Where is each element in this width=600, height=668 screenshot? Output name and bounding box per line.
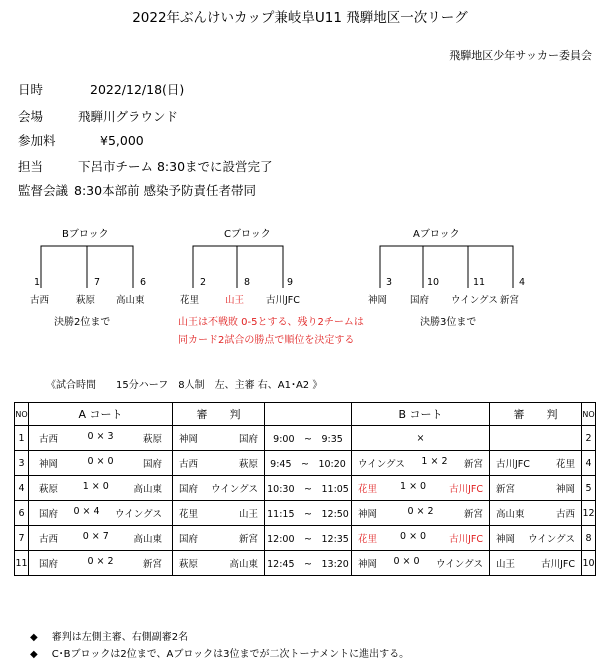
fee-value: ¥5,000 (100, 133, 144, 148)
block-a-seed-3: 11 (473, 277, 486, 288)
b-referee-sub: 神岡 (555, 484, 575, 495)
header-a-court: A コート (29, 403, 173, 426)
block-a-seed-4: 4 (519, 277, 526, 288)
bracket-a (380, 246, 513, 288)
a-referee-sub: 高山東 (229, 559, 258, 570)
match-no-right: 2 (582, 426, 596, 451)
b-score: × (416, 432, 425, 444)
venue-value: 飛騨川グラウンド (78, 109, 179, 124)
a-court-match (29, 501, 173, 526)
a-court-match (29, 451, 173, 476)
a-team-2: 高山東 (133, 484, 162, 495)
b-team-1: 神岡 (358, 559, 378, 570)
match-no-left: 1 (15, 426, 29, 451)
match-no-right: 12 (582, 501, 596, 526)
diamond-bullet-icon: ◆ (30, 649, 38, 660)
block-b-team-2: 萩原 (76, 295, 96, 306)
block-c-team-1: 花里 (180, 295, 200, 306)
a-team-1: 萩原 (39, 484, 59, 495)
b-court-match (352, 526, 490, 551)
a-score: 0 × 3 (87, 431, 114, 442)
a-referees (173, 451, 265, 476)
header-referee-2: 審 判 (490, 403, 582, 426)
page-title: 2022年ぶんけいカップ兼岐阜U11 飛騨地区一次リーグ (132, 10, 468, 26)
b-referees (490, 476, 582, 501)
a-score: 0 × 4 (73, 506, 100, 517)
block-b-seed-1: 1 (34, 277, 41, 288)
block-b-team-1: 古西 (30, 295, 50, 306)
match-no-left: 11 (15, 551, 29, 576)
block-a-team-1: 神岡 (368, 295, 388, 306)
a-court-match (29, 551, 173, 576)
table-row (15, 501, 596, 526)
b-team-1: 花里 (358, 484, 378, 495)
b-court-match (352, 426, 490, 451)
block-b-note: 決勝2位まで (54, 317, 111, 328)
a-team-2: 高山東 (133, 534, 162, 545)
a-referee-main: 国府 (179, 534, 199, 545)
block-b-seed-3: 6 (140, 277, 147, 288)
match-time: 11:15 ~ 12:50 (265, 501, 352, 526)
a-team-1: 古西 (39, 534, 59, 545)
b-referee-sub: ウイングス (528, 534, 575, 545)
a-referee-sub: ウイングス (211, 484, 258, 495)
a-referees (173, 551, 265, 576)
match-no-right: 4 (582, 451, 596, 476)
a-score: 0 × 2 (87, 556, 114, 567)
a-score: 0 × 7 (82, 531, 109, 542)
date-value: 2022/12/18(日) (90, 82, 185, 97)
a-referee-sub: 萩原 (238, 459, 258, 470)
header-time (265, 403, 352, 426)
a-referees (173, 426, 265, 451)
block-b-seed-2: 7 (94, 277, 101, 288)
block-a-name: Aブロック (413, 229, 460, 240)
b-court-match (352, 501, 490, 526)
match-no-right: 10 (582, 551, 596, 576)
a-referees (173, 526, 265, 551)
block-c-name: Cブロック (224, 229, 271, 240)
b-referee-sub: 古川JFC (541, 559, 575, 570)
header-b-court: B コート (352, 403, 490, 426)
a-referee-sub: 新宮 (238, 534, 258, 545)
block-a-team-2: 国府 (410, 295, 430, 306)
b-referee-main: 新宮 (496, 484, 516, 495)
table-row (15, 451, 596, 476)
b-referees (490, 551, 582, 576)
a-team-1: 国府 (39, 559, 59, 570)
charge-label: 担当 (18, 159, 44, 174)
b-referee-main: 高山東 (496, 509, 525, 520)
b-team-2: 新宮 (463, 509, 483, 520)
a-score: 0 × 0 (87, 456, 114, 467)
a-team-1: 国府 (39, 509, 59, 520)
fee-label: 参加料 (18, 133, 56, 148)
b-score: 0 × 2 (407, 506, 434, 517)
b-referees (490, 501, 582, 526)
table-row (15, 551, 596, 576)
match-time: 12:00 ~ 12:35 (265, 526, 352, 551)
block-c-note-2: 同カード2試合の勝点で順位を決定する (178, 335, 355, 346)
header-no-left: NO (15, 403, 29, 426)
a-team-2: ウイングス (115, 509, 162, 520)
meeting-value: 8:30本部前 感染予防責任者帯同 (74, 183, 257, 198)
a-team-2: 国府 (142, 459, 162, 470)
header-no-right: NO (582, 403, 596, 426)
footnote-2 (30, 645, 409, 660)
block-a-team-4: 新宮 (500, 295, 520, 306)
a-team-2: 萩原 (142, 434, 162, 445)
block-b-team-3: 高山東 (116, 295, 145, 306)
b-referees (490, 526, 582, 551)
block-c-seed-1: 2 (200, 277, 207, 288)
block-a-note: 決勝3位まで (420, 317, 477, 328)
a-referee-main: 古西 (179, 459, 199, 470)
a-team-2: 新宮 (142, 559, 162, 570)
schedule-table (14, 402, 596, 576)
a-referee-main: 花里 (179, 509, 199, 520)
b-team-2: 新宮 (463, 459, 483, 470)
a-referee-sub: 国府 (238, 434, 258, 445)
b-referee-main: 古川JFC (496, 459, 530, 470)
match-no-left: 4 (15, 476, 29, 501)
meeting-label: 監督会議 (18, 183, 69, 198)
b-team-2: 古川JFC (449, 484, 483, 495)
b-referee-sub: 古西 (555, 509, 575, 520)
date-label: 日時 (18, 82, 44, 97)
a-court-match (29, 476, 173, 501)
a-referee-main: 国府 (179, 484, 199, 495)
block-b-name: Bブロック (62, 229, 109, 240)
b-team-1: 神岡 (358, 509, 378, 520)
b-score: 0 × 0 (400, 531, 427, 542)
block-c-team-3: 古川JFC (266, 295, 300, 306)
a-score: 1 × 0 (82, 481, 109, 492)
block-a-seed-1: 3 (386, 277, 393, 288)
b-referee-main: 山王 (496, 559, 516, 570)
b-referees (490, 426, 582, 451)
charge-value: 下呂市チーム 8:30までに設営完了 (78, 159, 273, 174)
a-court-match (29, 426, 173, 451)
block-c-team-2: 山王 (225, 295, 245, 306)
b-team-1: ウイングス (358, 459, 405, 470)
a-referee-main: 神岡 (179, 434, 199, 445)
footnote-1 (30, 628, 188, 643)
b-court-match (352, 476, 490, 501)
match-no-left: 3 (15, 451, 29, 476)
b-court-match (352, 551, 490, 576)
block-a-team-3: ウイングス (451, 295, 498, 306)
match-time: 9:45 ~ 10:20 (265, 451, 352, 476)
block-a-seed-2: 10 (427, 277, 440, 288)
bracket-c (193, 246, 283, 288)
a-team-1: 神岡 (39, 459, 59, 470)
b-team-2: 古川JFC (449, 534, 483, 545)
b-referee-sub: 花里 (555, 459, 575, 470)
table-row (15, 426, 596, 451)
organizer: 飛騨地区少年サッカー委員会 (449, 49, 592, 62)
block-c-seed-2: 8 (244, 277, 251, 288)
header-referee-1: 審 判 (173, 403, 265, 426)
a-court-match (29, 526, 173, 551)
b-referee-main: 神岡 (496, 534, 516, 545)
match-time: 9:00 ~ 9:35 (265, 426, 352, 451)
block-c-seed-3: 9 (287, 277, 294, 288)
b-score: 0 × 0 (393, 556, 420, 567)
a-referees (173, 501, 265, 526)
match-time: 12:45 ~ 13:20 (265, 551, 352, 576)
table-row (15, 476, 596, 501)
match-no-left: 7 (15, 526, 29, 551)
b-score: 1 × 0 (400, 481, 427, 492)
b-court-match (352, 451, 490, 476)
b-score: 1 × 2 (421, 456, 448, 467)
a-referees (173, 476, 265, 501)
match-no-right: 5 (582, 476, 596, 501)
block-c-note-1: 山王は不戦敗 0-5とする、残り2チームは (178, 317, 364, 328)
a-referee-main: 萩原 (179, 559, 199, 570)
b-team-2: ウイングス (436, 559, 483, 570)
match-no-right: 8 (582, 526, 596, 551)
footnote-2-text: C･Bブロックは2位まで、Aブロックは3位までが二次トーナメントに進出する。 (51, 649, 410, 660)
b-referees (490, 451, 582, 476)
a-referee-sub: 山王 (238, 509, 258, 520)
b-team-1: 花里 (358, 534, 378, 545)
match-info: 《試合時間 15分ハーフ 8人制 左、主審 右、A1･A2 》 (46, 380, 323, 391)
footnote-1-text: 審判は左側主審、右側副審2名 (51, 632, 189, 643)
table-row (15, 526, 596, 551)
diamond-bullet-icon: ◆ (30, 632, 38, 643)
table-header-row (15, 403, 596, 426)
venue-label: 会場 (18, 109, 44, 124)
match-no-left: 6 (15, 501, 29, 526)
match-time: 10:30 ~ 11:05 (265, 476, 352, 501)
a-team-1: 古西 (39, 434, 59, 445)
